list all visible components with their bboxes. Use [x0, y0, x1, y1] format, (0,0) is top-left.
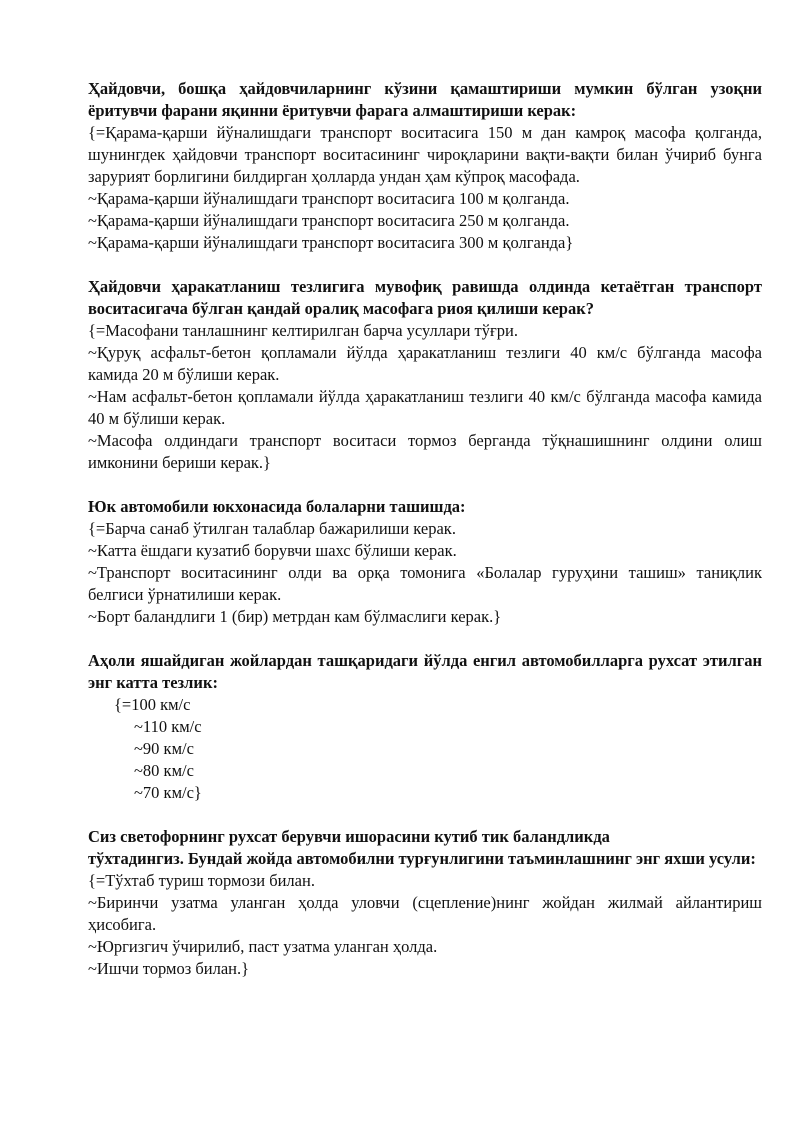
answer-correct: {=Масофани танлашнинг келтирилган барча усуллари тўғри. [88, 321, 518, 340]
question-block [88, 496, 762, 628]
answer-option: ~Қуруқ асфальт-бетон қопламали йўлда ҳаракатланиш тезлиги 40 км/с бўлганда масофа камида 20 м бўлиши керак. [88, 343, 762, 384]
answer-option: ~Транспорт воситасининг олди ва орқа томонига «Болалар гуруҳини ташиш» таниқлик белгиси ўрнатилиши керак. [88, 563, 762, 604]
document-page [88, 78, 762, 980]
question-title-line: тўхтадингиз. Бундай жойда автомобилни турғунлигини таъминлашнинг энг яхши усули: [88, 849, 756, 868]
answer-option: ~Юргизгич ўчирилиб, паст узатма уланган ҳолда. [88, 937, 438, 956]
question-block [88, 78, 762, 254]
answer-option: ~90 км/с [134, 739, 194, 758]
answer-option: ~Нам асфальт-бетон қопламали йўлда ҳаракатланиш тезлиги 40 км/с бўлганда масофа камида 40 м бўлиши керак. [88, 387, 762, 428]
question-title: Аҳоли яшайдиган жойлардан ташқаридаги йўлда енгил автомобилларга рухсат этилган энг катта тезлик: [88, 651, 762, 692]
question-block [88, 276, 762, 474]
answer-option: ~Масофа олдиндаги транспорт воситаси тормоз берганда тўқнашишнинг олдини олиш имконини бериши керак.} [88, 431, 762, 472]
answer-correct: {=100 км/с [114, 695, 191, 714]
answer-option: ~Қарама-қарши йўналишдаги транспорт воситасига 250 м қолганда. [88, 211, 570, 230]
answer-option: ~Қарама-қарши йўналишдаги транспорт воситасига 300 м қолганда} [88, 233, 574, 252]
answer-correct: {=Қарама-қарши йўналишдаги транспорт воситасига 150 м дан камроқ масофа қолганда, шунингдек ҳайдовчи транспорт воситасининг чироқларини вақти-вақти билан ўчириб бунга зарурият борлигини билдирган ҳолларда ундан ҳам кўпроқ масофада. [88, 123, 762, 186]
question-block [88, 650, 762, 804]
answer-option: ~70 км/с} [134, 783, 202, 802]
answer-option: ~80 км/с [134, 761, 194, 780]
answer-option: ~Катта ёшдаги кузатиб борувчи шахс бўлиши керак. [88, 541, 457, 560]
question-title: Ҳайдовчи ҳаракатланиш тезлигига мувофиқ равишда олдинда кетаётган транспорт воситасигача бўлган қандай оралиқ масофага риоя қилиши керак? [88, 277, 762, 318]
question-title: Юк автомобили юкхонасида болаларни ташишда: [88, 497, 466, 516]
answer-correct: {=Тўхтаб туриш тормози билан. [88, 871, 315, 890]
question-title-line: Сиз светофорнинг рухсат берувчи ишорасини кутиб тик баландликда [88, 827, 610, 846]
question-title [88, 826, 762, 870]
answer-option: ~Ишчи тормоз билан.} [88, 959, 250, 978]
question-block [88, 826, 762, 980]
answer-option: ~Қарама-қарши йўналишдаги транспорт воситасига 100 м қолганда. [88, 189, 570, 208]
question-title: Ҳайдовчи, бошқа ҳайдовчиларнинг кўзини қамаштириши мумкин бўлган узоқни ёритувчи фарани яқинни ёритувчи фарага алмаштириши керак: [88, 79, 762, 120]
answer-option: ~Биринчи узатма уланган ҳолда уловчи (сцепление)нинг жойдан жилмай айлантириш ҳисобига. [88, 893, 762, 934]
answer-correct: {=Барча санаб ўтилган талаблар бажарилиши керак. [88, 519, 456, 538]
answer-option: ~Борт баландлиги 1 (бир) метрдан кам бўлмаслиги керак.} [88, 607, 502, 626]
answer-option: ~110 км/с [134, 717, 202, 736]
